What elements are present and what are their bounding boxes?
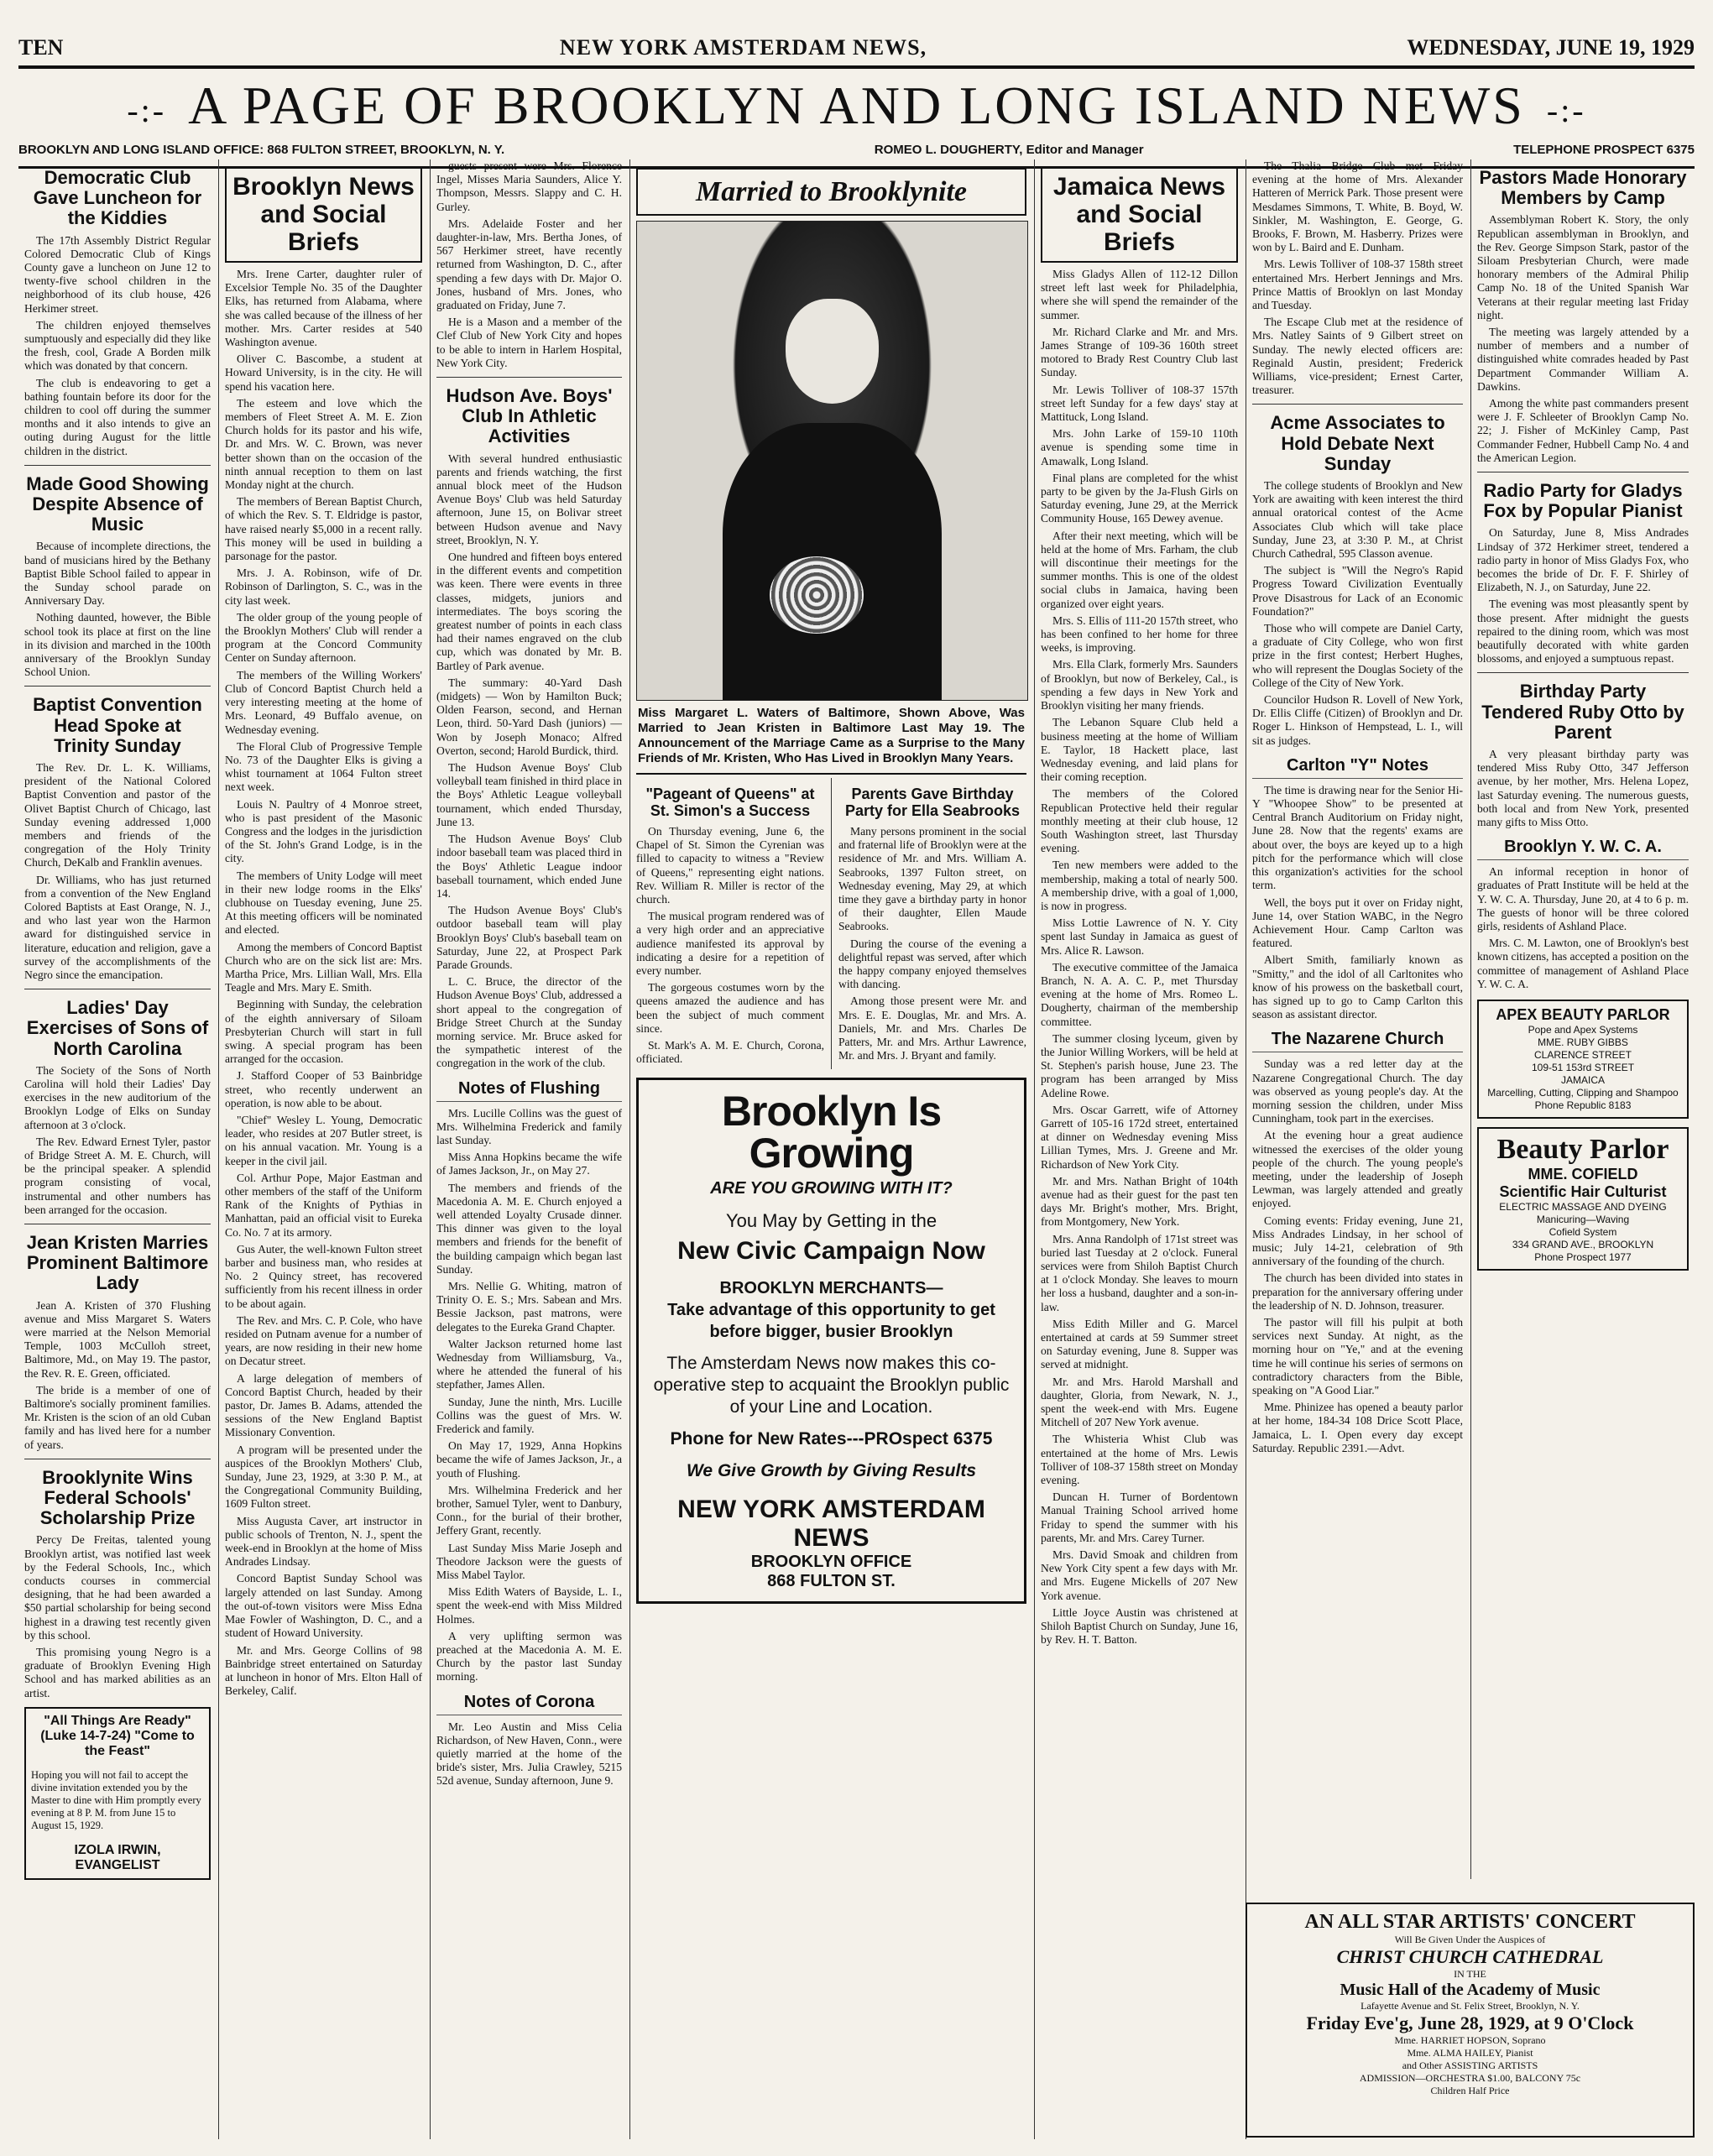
- brief-item: Concord Baptist Sunday School was largely attended on last Sunday. Among the out-of-town visitors were Miss Edna Mae Fowler of Washington, D. C., and a student of Howard University.: [225, 1572, 422, 1640]
- article-paragraph: The college students of Brooklyn and New York are awaiting with keen interest the third annual oratorical contest of the Acme Associates Club which will take place Sunday, June 23, at 3:30 P. M., at Christ Church Cathedral, 595 Classon avenue.: [1252, 479, 1463, 561]
- office-address: BROOKLYN AND LONG ISLAND OFFICE: 868 FULTON STREET, BROOKLYN, N. Y.: [18, 143, 505, 157]
- article-paragraph: The subject is "Will the Negro's Rapid Progress Toward Civilization Eventually Prove Disastrous for Lack of an Economic Foundation?": [1252, 564, 1463, 618]
- brief-item: The Lebanon Square Club held a business meeting at the home of William E. Taylor, 18 Hackett place, last Wednesday evening, and laid plans for their coming reception.: [1041, 716, 1238, 784]
- ad-campaign: New Civic Campaign Now: [677, 1237, 985, 1266]
- brief-item: The Whisteria Whist Club was entertained at the home of Mrs. Lewis Tolliver of 108-37 158th street on Monday evening.: [1041, 1433, 1238, 1487]
- article-paragraph: Because of incomplete directions, the band of musicians hired by the Bethany Baptist Bible School failed to appear in the Sunday school parade on Anniversary Day.: [24, 540, 211, 608]
- revival-notice: [24, 1707, 211, 1880]
- column-5: [1034, 159, 1244, 2139]
- article-paragraph: Those who will compete are Daniel Carty, a graduate of City College, who won first prize in the first contest; Herbert Hughes, who will represent the Douglas Society of the College of the City of New York.: [1252, 622, 1463, 689]
- concert-auspices: Will Be Given Under the Auspices of: [1394, 1934, 1546, 1945]
- brief-item: The Thalia Bridge Club met Friday evening at the home of Mrs. Alexander Hatteren of Merrick Park. Those present were Mesdames Simmons, T. White, B. Boyd, W. Sinkler, M. Washington, E. George, G. Brooks, F. Brown, M. Hasberry. Prizes were won by L. Baird and E. Dunham.: [1252, 159, 1463, 254]
- article-paragraph: The Hudson Avenue Boys' Club's outdoor baseball team will play Brooklyn Boys' Club's baseball team on Saturday, June 22, at Prospect Park Parade Grounds.: [436, 904, 622, 971]
- column-7: [1470, 159, 1695, 1879]
- ad-office-address: 868 FULTON ST.: [767, 1572, 896, 1591]
- brief-item: He is a Mason and a member of the Clef Club of New York City and hopes to be able to intern in Harlem Hospital, New York City.: [436, 316, 622, 369]
- brief-item: Mrs. Nellie G. Whiting, matron of Trinity O. E. S.; Mrs. Sabean and Mrs. Bessie Jackson, past matrons, were delegates to the Eureka Grand Chapter.: [436, 1279, 622, 1334]
- ad-merchants: BROOKLYN MERCHANTS— Take advantage of this opportunity to get before bigger, busier Brooklyn: [667, 1279, 995, 1342]
- apex-ad-title: APEX BEAUTY PARLOR: [1496, 1006, 1670, 1024]
- brief-item: The members and friends of the Macedonia A. M. E. Church enjoyed a well attended Loyalty Crusade dinner. This dinner was given to the loyal members and friends for the benefit of the building campaign which began last Sunday.: [436, 1181, 622, 1276]
- apex-beauty-ad: [1477, 1000, 1689, 1119]
- brief-item: Among the members of Concord Baptist Church who are on the sick list are: Mrs. Martha Price, Mrs. Lillian Wall, Mrs. Ella Teagle and Mrs. Mary E. Smith.: [225, 940, 422, 994]
- brief-item: Mrs. Irene Carter, daughter ruler of Excelsior Temple No. 35 of the Daughter Elks, has returned from Alabama, where she was called because of the illness of her mother. Mrs. Carter resides at 540 Washington avenue.: [225, 268, 422, 349]
- headline-democratic-club: Democratic Club Gave Luncheon for the Kiddies: [33, 167, 202, 229]
- brief-item: Mrs. S. Ellis of 111-20 157th street, who has been confined to her home for three weeks, is improving.: [1041, 613, 1239, 655]
- brief-item: Last Sunday Miss Marie Joseph and Theodore Jackson were the guests of Miss Mabel Taylor.: [436, 1541, 622, 1582]
- brief-item: Mr. Lewis Tolliver of 108-37 157th street left Sunday for a few days' stay at Mattituck, Long Island.: [1041, 383, 1238, 424]
- concert-in-the: IN THE: [1454, 1968, 1486, 1980]
- column-4: [629, 159, 1032, 2139]
- article-paragraph: Albert Smith, familiarly known as "Smitty," and the idol of all Carltonites who know of his prowess on the basketball court, has signed up to go to Camp Carlton this season as assistant director.: [1252, 953, 1463, 1021]
- revival-notice-text: Hoping you will not fail to accept the divine invitation extended you by the Master to dine with Him promptly every evening at 8 P. M. from June 15 to August 15, 1929.: [31, 1769, 201, 1832]
- pageant-article: [636, 778, 824, 1069]
- article-paragraph: Assemblyman Robert K. Story, the only Republican assemblyman in Brooklyn, and the Rev. George Simpson Stark, pastor of the Siloam Presbyterian Church, were made honorary members of the Admiral Philip Camp No. 18 of the United Spanish War Veterans at their regular meeting last Friday night.: [1477, 213, 1689, 321]
- portrait-flowers: [770, 556, 864, 633]
- brief-item: Miss Lottie Lawrence of N. Y. City spent last Sunday in Jamaica as guest of Mrs. Alice R. Lawson.: [1041, 916, 1238, 957]
- paper-name: NEW YORK AMSTERDAM NEWS,: [559, 35, 927, 60]
- article-paragraph: With several hundred enthusiastic parents and friends watching, the first annual block meet of the Hudson Avenue Boys' Club was held Saturday afternoon, June 15, on Bolivar street between Hudson avenue and Navy street, Brooklyn, N. Y.: [436, 452, 622, 546]
- editor-credit: ROMEO L. DOUGHERTY, Editor and Manager: [874, 143, 1144, 157]
- brief-item: Mrs. Lucille Collins was the guest of Mrs. Wilhelmina Frederick and family last Sunday.: [436, 1106, 622, 1146]
- cofield-beauty-ad: [1477, 1127, 1689, 1271]
- brief-item: Miss Edith Waters of Bayside, L. I., spent the week-end with Miss Mildred Holmes.: [436, 1585, 622, 1626]
- article-paragraph: L. C. Bruce, the director of the Hudson Avenue Boys' Club, addressed a short appeal to the congregation of Bridge Street Church at the Sunday morning service. Mr. Bruce asked for the sympathetic interest of the congregation in the work of the club.: [436, 975, 622, 1070]
- article-paragraph: One hundred and fifteen boys entered in the different events and competition was keen. There were events in three classes, midgets, juniors and intermediates. The boys scoring the greatest number of points in each class had their names engraved on the club cup, which was donated by Mr. B. Bartley of Park avenue.: [436, 551, 622, 672]
- masthead-line: [18, 25, 1695, 69]
- brief-item: Mr. Richard Clarke and Mr. and Mrs. James Strange of 109-36 160th street motored to Brady Rest Country Club last Sunday.: [1041, 325, 1238, 379]
- brief-item: Gus Auter, the well-known Fulton street barber and business man, who resides at No. 2 Quincy street, has recovered sufficiently from his recent illness in order to be about again.: [225, 1242, 422, 1310]
- banner-ornament-right: -:-: [1546, 91, 1586, 130]
- concert-church: CHRIST CHURCH CATHEDRAL: [1336, 1946, 1604, 1967]
- article-paragraph: Nothing daunted, however, the Bible school took its place at first on the line in its division and marched in the 100th anniversary of the Brooklyn Sunday School Union.: [24, 611, 211, 679]
- article-paragraph: This promising young Negro is a graduate of Brooklyn Evening High School and has marked abilities as an artist.: [24, 1646, 211, 1699]
- article-paragraph: The Rev. Dr. L. K. Williams, president of the National Colored Baptist Convention and pastor of the Olivet Baptist Church of Chicago, last Sunday evening addressed 1,000 members and friends of the congregation of the Holy Trinity Church, DeKalb and Franklin avenues.: [24, 760, 211, 869]
- column-1: [18, 159, 217, 2139]
- brief-item: Col. Arthur Pope, Major Eastman and other members of the staff of the Uniform Rank of the Knights of Pythias in Manhattan, paid an official visit to Eureka Co. No. 7 at its armory.: [225, 1171, 422, 1239]
- article-paragraph: The Hudson Avenue Boys' Club indoor baseball team was placed third in the Boys' Athletic League indoor baseball tournament, which ended June 14.: [436, 833, 622, 900]
- brief-item: Oliver C. Bascombe, a student at Howard University, is in the city. He will spend his vacation here.: [225, 352, 422, 393]
- portrait-photo: [636, 221, 1028, 701]
- article-paragraph: Percy De Freitas, talented young Brooklyn artist, was notified last week by the Federal Schools, Inc., which conducts courses in commercial designing, that he had been awarded a $50 partial scholarship for being second highest in a drawing test recently given by this school.: [24, 1533, 211, 1642]
- brief-item: Mrs. John Larke of 159-10 110th avenue is spending some time in Amawalk, Long Island.: [1041, 427, 1238, 467]
- ad-office-title: BROOKLYN OFFICE: [750, 1553, 912, 1572]
- article-paragraph: Councilor Hudson R. Lovell of New York, Dr. Ellis Cliffe (Citizen) of Brooklyn and Dr. Roger L. Hinkson of Hempstead, L. I., will sit as judges.: [1252, 693, 1463, 747]
- brief-item: J. Stafford Cooper of 53 Bainbridge street, who recently underwent an operation, is now able to be about.: [225, 1069, 422, 1109]
- headline-pastors-honorary: Pastors Made Honorary Members by Camp: [1479, 167, 1687, 209]
- apex-ad-lines: Pope and Apex Systems MME. RUBY GIBBS CLARENCE STREET 109-51 153rd STREET JAMAICA Marcelling, Cutting, Clipping and Shampoo Phone Republic 8183: [1487, 1024, 1679, 1112]
- brief-item: The members of the Willing Workers' Club of Concord Baptist Church held a very interesting meeting at the home of Mrs. Leonard, 49 Buffalo avenue, on Wednesday evening.: [225, 668, 422, 736]
- headline-acme-associates: Acme Associates to Hold Debate Next Sunday: [1270, 412, 1445, 474]
- article-paragraph: On Saturday, June 8, Miss Andrades Lindsay of 372 Herkimer street, tendered a radio party in honor of Miss Gladys Fox, who becomes the bride of Dr. F. F. Shirley of Elizabeth, N. J., on Saturday, June 22.: [1477, 526, 1689, 594]
- headline-married-to-brooklynite: Married to Brooklynite: [636, 168, 1026, 216]
- brief-item: "Chief" Wesley L. Young, Democratic leader, who resides at 207 Butler street, is on his annual vacation. Mr. Young is a keeper in the civil jail.: [225, 1113, 422, 1167]
- headline-baptist-convention: Baptist Convention Head Spoke at Trinity Sunday: [33, 694, 202, 756]
- article-paragraph: Among those present were Mr. and Mrs. E. E. Douglas, Mr. and Mrs. A. Daniels, Mr. and Mrs. Charles De Patters, Mr. and Mrs. Arthur Lawrence, Mr. and Mrs. J. Bryant and family.: [838, 994, 1026, 1062]
- article-paragraph: Many persons prominent in the social and fraternal life of Brooklyn were at the residence of Mr. and Mrs. William A. Seabrooks, 1397 Fulton street, on Wednesday evening, May 29, at which time they gave a birthday party in honor of their daughter, Ellen Maude Seabrooks.: [838, 824, 1026, 933]
- divider: [1477, 672, 1689, 673]
- article-paragraph: Mrs. C. M. Lawton, one of Brooklyn's best known citizens, has accepted a position on the committee of management of Ashland Place Y. W. C. A.: [1477, 937, 1689, 990]
- brief-item: Mrs. Lewis Tolliver of 108-37 158th street entertained Mrs. Herbert Jennings and Mrs. Prince Mattis of Brooklyn on last Monday and Tuesday.: [1252, 258, 1463, 312]
- headline-pageant-of-queens: "Pageant of Queens" at St. Simon's a Success: [645, 786, 815, 820]
- headline-jamaica-briefs: Jamaica News and Social Briefs: [1041, 166, 1238, 263]
- brief-item: Little Joyce Austin was christened at Shiloh Baptist Church on Sunday, June 16, by Rev. H. T. Batton.: [1041, 1605, 1238, 1647]
- brief-item: A very uplifting sermon was preached at the Macedonia A. M. E. Church by the pastor last Sunday morning.: [436, 1629, 622, 1684]
- article-paragraph: Sunday was a red letter day at the Nazarene Congregational Church. The day was observed as young people's day. At the morning session the children, under Miss Cunningham, took part in the exercises.: [1252, 1057, 1463, 1125]
- article-paragraph: The children enjoyed themselves sumptuously and especially did they like the fresh, cool, Grade A Borden milk which was donated by that concern.: [24, 318, 211, 373]
- brief-item: Mrs. J. A. Robinson, wife of Dr. Robinson of Darlington, S. C., was in the city last week.: [225, 566, 422, 607]
- article-paragraph: The church has been divided into states in preparation for the anniversary offering under the leadership of N. D. Johnson, treasurer.: [1252, 1271, 1463, 1312]
- brief-item: Mr. Leo Austin and Miss Celia Richardson, of New Haven, Conn., were quietly married at the home of the bride's sister, Mrs. Julia Crawley, 5215 52d avenue, Sunday afternoon, June 9.: [436, 1720, 622, 1788]
- headline-nazarene-church: The Nazarene Church: [1252, 1030, 1463, 1052]
- brief-item: The esteem and love which the members of Fleet Street A. M. E. Zion Church holds for its pastor and his wife, Dr. and Mrs. W. C. Brown, was never better shown than on the occasion of the ninth annual reception to them on last Monday night at the church.: [225, 396, 422, 492]
- page-banner: [18, 69, 1695, 143]
- article-paragraph: The 17th Assembly District Regular Colored Democratic Club of Kings County gave a luncheon on June 12 to twenty-five school children in the neighborhood of its club house, 426 Herkimer street.: [24, 233, 211, 315]
- brief-item: Final plans are completed for the whist party to be given by the Ja-Flush Girls on Saturday evening, June 29, at the Merrick Community House, 165 Dewey avenue.: [1041, 471, 1238, 525]
- article-paragraph: The evening was most pleasantly spent by those present. After midnight the guests repaired to the dining room, which was most beautifully decorated with white garden blossoms, and enjoyed a sumptuous repast.: [1477, 598, 1689, 666]
- headline-notes-of-corona: Notes of Corona: [436, 1693, 622, 1715]
- birthday-article: [831, 778, 1026, 1069]
- headline-radio-party: Radio Party for Gladys Fox by Popular Pianist: [1483, 480, 1683, 522]
- article-paragraph: Well, the boys put it over on Friday night, June 14, over Station WABC, in the Negro Achievement Hour. Camp Carlton was featured.: [1252, 895, 1463, 950]
- brief-item: Walter Jackson returned home last Wednesday from Williamsburg, Va., where he attended the funeral of his stepfather, James Allen.: [436, 1337, 622, 1391]
- brief-item: The executive committee of the Jamaica Branch, N. A. A. C. P., met Thursday evening at the home of Mrs. Romeo L. Dougherty, chairman of the membership committee.: [1041, 960, 1238, 1028]
- brief-item: The older group of the young people of the Brooklyn Mothers' Club will render a program at the Concord Community Center on Sunday afternoon.: [225, 610, 422, 665]
- brief-item: A large delegation of members of Concord Baptist Church, headed by their pastor, Dr. James B. Adams, attended the sessions of the New England Baptist Missionary Convention.: [225, 1371, 422, 1439]
- concert-venue-address: Lafayette Avenue and St. Felix Street, Brooklyn, N. Y.: [1360, 2000, 1580, 2012]
- article-paragraph: The summary: 40-Yard Dash (midgets) — Won by Hamilton Buck; Olden Fearson, second, and Hernan Leon, third. 50-Yard Dash (juniors) — Won by Joseph Monaco; Alfred Overton, second; Harold Burdick, third.: [436, 676, 622, 757]
- divider: [1252, 404, 1463, 405]
- headline-notes-of-flushing: Notes of Flushing: [436, 1079, 622, 1102]
- article-paragraph: A very pleasant birthday party was tendered Miss Ruby Otto, 347 Jefferson avenue, by her mother, Mrs. Helena Lopez, last Saturday evening. The numerous guests, both local and from New York, presented many gifts to Miss Otto.: [1477, 748, 1689, 829]
- article-paragraph: Dr. Williams, who has just returned from a convention of the New England Colored Baptists at East Orange, N. J., and who last year won the Harmon award for distinguished service in literature, education and religion, gave a survey of the accomplishments of the Negro since the emancipation.: [24, 873, 211, 982]
- banner-title: A PAGE OF BROOKLYN AND LONG ISLAND NEWS: [188, 76, 1525, 135]
- article-paragraph: The bride is a member of one of Baltimore's socially prominent families. Mr. Kristen is the scion of an old Cuban family and has lived here for a number of years.: [24, 1383, 211, 1451]
- article-paragraph: The Hudson Avenue Boys' Club volleyball team finished in third place in the Boys' Athletic League volleyball tournament, which ended Thursday, June 13.: [436, 761, 622, 828]
- brief-item: Mrs. Adelaide Foster and her daughter-in-law, Mrs. Bertha Jones, of 567 Herkimer street, have recently returned from Washington, D. C., after spending a few days with Dr. Major O. Jones, husband of Mrs. Jones, who graduated on Friday, June 7.: [436, 217, 622, 312]
- article-paragraph: The time is drawing near for the Senior Hi-Y "Whoopee Show" to be presented at Central Branch Auditorium on Friday night, June 28. Now that the regents' exams are about over, the boys are keyed up to a high pitch for the performance which will close this organization's activities for the school term.: [1252, 783, 1463, 892]
- ad-footer: NEW YORK AMSTERDAM NEWS: [677, 1496, 985, 1553]
- brief-item: The Rev. and Mrs. C. P. Cole, who have resided on Putnam avenue for a number of years, are now residing in their new home on Decatur street.: [225, 1313, 422, 1368]
- concert-venue: Music Hall of the Academy of Music: [1340, 1981, 1601, 1999]
- article-paragraph: The pastor will fill his pulpit at both services next Sunday. At night, as the morning hour on "Ye," and at the evening time he will continue his series of sermons on contradictory characters from the Bible, speaking on "A Good Liar.": [1252, 1315, 1463, 1396]
- revival-notice-signature: IZOLA IRWIN, EVANGELIST: [74, 1842, 161, 1872]
- column-3: [430, 159, 628, 2139]
- article-paragraph: An informal reception in honor of graduates of Pratt Institute will be held at the Y. W. C. A. Thursday, June 20, at 4 to 6 p. m. The guests of honor will be three colored girls, residents of Ashland Place.: [1477, 865, 1689, 933]
- article-paragraph: The Rev. Edward Ernest Tyler, pastor of Bridge Street A. M. E. Church, will be the principal speaker. A splendid program consisting of vocal, instrumental and other numbers has been arranged for the occasion.: [24, 1135, 211, 1216]
- article-paragraph: During the course of the evening a delightful repast was served, after which the happy company enjoyed themselves with dancing.: [838, 937, 1026, 991]
- brief-item: Duncan H. Turner of Bordentown Manual Training School arrived home Friday to spend the summer with his parents, Mr. and Mrs. Carey Turner.: [1041, 1490, 1238, 1544]
- brief-item: The Floral Club of Progressive Temple No. 73 of the Daughter Elks is giving a whist tournament at 1064 Fulton street next week.: [225, 739, 422, 794]
- brief-item: Beginning with Sunday, the celebration of the eighth anniversary of Siloam Presbyterian Church will start in full swing. A special program has been arranged for the occasion.: [225, 998, 422, 1066]
- brief-item: Louis N. Paultry of 4 Monroe street, who is past president of the Masonic Congress and the lodges in the jurisdiction of the St. John's Grand Lodge, is in the city.: [225, 797, 422, 865]
- ad-title: Brooklyn Is Growing: [721, 1088, 942, 1177]
- divider: [24, 465, 211, 466]
- cofield-ad-title: Beauty Parlor: [1496, 1134, 1669, 1166]
- brief-item: Mrs. David Smoak and children from New York City spent a few days with Mr. and Mrs. Eugene Mickells of 207 New York avenue.: [1041, 1548, 1238, 1602]
- headline-carlton-y-notes: Carlton "Y" Notes: [1252, 756, 1463, 779]
- ad-phone: Phone for New Rates---PROspect 6375: [670, 1429, 993, 1449]
- banner-ornament-left: -:-: [127, 91, 167, 130]
- brief-item: A program will be presented under the auspices of the Brooklyn Mothers' Club, Sunday, June 23, 1929, at 3:30 P. M., at the Congregational Community Building, 1609 Fulton street.: [225, 1443, 422, 1511]
- article-paragraph: The musical program rendered was of a very high order and an appreciative audience manifested its approval by indicating a desire for a repetition of every number.: [636, 910, 824, 978]
- divider: [436, 377, 622, 378]
- article-paragraph: The Society of the Sons of North Carolina will hold their Ladies' Day exercises in the new auditorium of the Brooklyn Lodge of Elks on Sunday afternoon at 3 o'clock.: [24, 1063, 211, 1131]
- brief-item: Mr. and Mrs. Nathan Bright of 104th avenue had as their guest for the past ten days Mr. Bright's mother, Mrs. Bright, from Montgomery, New York.: [1041, 1174, 1238, 1229]
- brief-item: The Escape Club met at the residence of Mrs. Natley Saints of 9 Gilbert street on Sunday. The newly elected officers are: Reginald Austin, president; Frederick Williams, vice-president; Ernest Carter, treasurer.: [1252, 316, 1463, 397]
- brief-item: Miss Edith Miller and G. Marcel entertained at cards at 59 Summer street on Saturday evening, June 8. Supper was served at midnight.: [1041, 1317, 1238, 1371]
- page-number: TEN: [18, 35, 64, 60]
- cofield-ad-owner: MME. COFIELD: [1528, 1166, 1638, 1183]
- article-paragraph: Mme. Phinizee has opened a beauty parlor at her home, 184-34 108 Drice Scott Place, Jamaica, L. I. Open every day except Saturday. Republic 2391.—Advt.: [1252, 1401, 1463, 1454]
- headline-birthday-party: Parents Gave Birthday Party for Ella Seabrooks: [844, 786, 1021, 820]
- portrait-face: [786, 299, 880, 404]
- brief-item: Sunday, June the ninth, Mrs. Lucille Collins was the guest of Mrs. W. Frederick and family.: [436, 1395, 622, 1436]
- brief-item: Ten new members were added to the membership, making a total of nearly 500. A membership drive, with a goal of 1,000, is now in progress.: [1041, 859, 1238, 912]
- article-paragraph: The club is endeavoring to get a bathing fountain before its door for the children to cool off during the summer months and it also intends to give an outing during August for the little children in the district.: [24, 376, 211, 457]
- article-paragraph: At the evening hour a great audience witnessed the exercises of the older young people of the church. The young people's meeting, under the leadership of Joseph Lewman, was largely attended and greatly enjoyed.: [1252, 1129, 1463, 1210]
- brief-item: Mrs. Anna Randolph of 171st street was buried last Tuesday at 2 o'clock. Funeral services were from Shiloh Baptist Church at 1 o'clock Monday. She leaves to mourn her loss a husband, daughter and a son-in-law.: [1041, 1232, 1238, 1313]
- issue-date: WEDNESDAY, JUNE 19, 1929: [1407, 35, 1695, 60]
- headline-ladies-day: Ladies' Day Exercises of Sons of North Carolina: [26, 997, 209, 1059]
- ad-pitch: The Amsterdam News now makes this co-operative step to acquaint the Brooklyn public of your Line and Location.: [653, 1354, 1010, 1417]
- brief-item: The members of the Colored Republican Protective held their regular monthly meeting at their club house, 12 South Washington street, last Thursday evening.: [1041, 787, 1238, 855]
- ad-slogan: We Give Growth by Giving Results: [686, 1461, 976, 1481]
- concert-title: AN ALL STAR ARTISTS' CONCERT: [1304, 1911, 1636, 1933]
- brief-item: Miss Anna Hopkins became the wife of James Jackson, Jr., on May 27.: [436, 1151, 622, 1177]
- article-paragraph: The meeting was largely attended by a number of members and a number of distinguished white comrades headed by Past Department Commander William A. Dawkins.: [1477, 326, 1689, 393]
- brief-item: Miss Augusta Caver, art instructor in public schools of Trenton, N. J., spent the week-end in Brooklyn at the home of Miss Andrades Lindsay.: [225, 1514, 422, 1569]
- telephone-number: TELEPHONE PROSPECT 6375: [1513, 143, 1695, 157]
- brief-item: Mrs. Ella Clark, formerly Mrs. Saunders of Brooklyn, but now of Berkeley, Cal., is spending a few days in New York and Brooklyn visiting her many friends.: [1041, 658, 1238, 713]
- cofield-ad-line: Scientific Hair Culturist: [1499, 1183, 1667, 1201]
- brief-item: On May 17, 1929, Anna Hopkins became the wife of James Jackson, Jr., a youth of Flushing.: [436, 1439, 622, 1480]
- brief-item: Mr. and Mrs. Harold Marshall and daughter, Gloria, from Newark, N. J., spent the week-end with Mrs. Eugene Mitchell of 207 New York avenue.: [1041, 1375, 1238, 1429]
- revival-notice-title: "All Things Are Ready" (Luke 14-7-24) "Come to the Feast": [40, 1713, 195, 1758]
- article-paragraph: On Thursday evening, June 6, the Chapel of St. Simon the Cyrenian was filled to capacity to witness a "Review of Queens," representing eight nations. Rev. William R. Miller is rector of the church.: [636, 824, 824, 906]
- article-paragraph: Coming events: Friday evening, June 21, Miss Andrades Lindsay, in her school of music; July 14-21, celebration of 9th anniversary of the founding of the church.: [1252, 1214, 1463, 1268]
- headline-birthday-ruby-otto: Birthday Party Tendered Ruby Otto by Parent: [1481, 681, 1684, 743]
- brief-item: Mrs. Wilhelmina Frederick and her brother, Samuel Tyler, went to Danbury, Conn., for the burial of their brother, Jeffery Grant, recently.: [436, 1483, 622, 1537]
- brooklyn-growing-ad: [636, 1078, 1026, 1604]
- article-paragraph: The gorgeous costumes worn by the queens amazed the audience and has been the subject of much comment since.: [636, 981, 824, 1035]
- article-paragraph: St. Mark's A. M. E. Church, Corona, officiated.: [636, 1039, 824, 1066]
- cofield-ad-detail: ELECTRIC MASSAGE AND DYEING Manicuring—Waving Cofield System 334 GRAND AVE., BROOKLYN Phone Prospect 1977: [1499, 1201, 1667, 1264]
- photo-caption: Miss Margaret L. Waters of Baltimore, Shown Above, Was Married to Jean Kristen in Baltimore Last May 19. The Announcement of the Marriage Came as a Surprise to the Many Friends of Mr. Kristen, Who Has Lived in Brooklyn Many Years.: [638, 706, 1025, 766]
- headline-scholarship-prize: Brooklynite Wins Federal Schools' Scholarship Prize: [39, 1466, 196, 1529]
- brief-item: Miss Gladys Allen of 112-12 Dillon street left last week for Philadelphia, where she will spend the remainder of the summer.: [1041, 268, 1238, 321]
- headline-made-good-showing: Made Good Showing Despite Absence of Music: [26, 472, 209, 535]
- headline-hudson-boys-club: Hudson Ave. Boys' Club In Athletic Activities: [446, 385, 613, 447]
- brief-item: Mrs. Oscar Garrett, wife of Attorney Garrett of 105-16 172d street, entertained at dinner on Wednesday evening Miss Lillian Tymes, Mrs. J. Greene and Mr. Richardson of New York City.: [1041, 1103, 1238, 1171]
- headline-brooklyn-ywca: Brooklyn Y. W. C. A.: [1477, 838, 1689, 860]
- brief-item: The members of Unity Lodge will meet in their new lodge rooms in the Elks' clubhouse on Tuesday evening, June 25. At this meeting officers will be nominated and elected.: [225, 869, 422, 937]
- column-2: [218, 159, 428, 2139]
- ad-line: You May by Getting in the: [725, 1210, 937, 1232]
- concert-date: Friday Eve'g, June 28, 1929, at 9 O'Clock: [1306, 2012, 1634, 2033]
- brief-item: After their next meeting, which will be held at the home of Mrs. Farham, the club will discontinue their meetings for the summer months. This is one of the oldest social clubs in Jamaica, having been organized over eight years.: [1041, 529, 1238, 610]
- brief-item: guests present were Mrs. Florence Ingel, Misses Maria Saunders, Alice Y. Thompson, Messrs. Slappy and C. H. Gurley.: [436, 159, 622, 213]
- brief-item: The members of Berean Baptist Church, of which the Rev. S. T. Eldridge is pastor, have raised nearly $5,000 in a recent rally. This money will be used in building a parsonage for the pastor.: [225, 495, 422, 563]
- center-articles: [636, 773, 1026, 1069]
- article-paragraph: Jean A. Kristen of 370 Flushing avenue and Miss Margaret S. Waters were married at the Nelson Memorial Temple, 1003 McCulloh street, Baltimore, Md., on May 19. The pastor, the Rev. R. E. Green, officiated.: [24, 1298, 211, 1380]
- concert-details: Mme. HARRIET HOPSON, Soprano Mme. ALMA HAILEY, Pianist and Other ASSISTING ARTISTS ADMISSION—ORCHESTRA $1.00, BALCONY 75c Children Half Price: [1359, 2034, 1581, 2096]
- headline-brooklyn-briefs: Brooklyn News and Social Briefs: [225, 166, 422, 263]
- brief-item: The summer closing lyceum, given by the Junior Willing Workers, will be held at St. Stephen's parish house, June 23. The program has been arranged by Miss Adeline Rowe.: [1041, 1031, 1238, 1099]
- brief-item: Mr. and Mrs. George Collins of 98 Bainbridge street entertained on Saturday at luncheon in honor of Mrs. Elton Hall of Berkeley, Calif.: [225, 1643, 422, 1698]
- headline-kristen-marries: Jean Kristen Marries Prominent Baltimore Lady: [26, 1232, 209, 1294]
- article-paragraph: Among the white past commanders present were J. F. Schleeter of Brooklyn Camp No. 22; J. Fisher of McKinley Camp, Past Commander Fedner, Hubbell Camp No. 4 and the American Legion.: [1477, 397, 1689, 464]
- concert-ad: [1246, 1903, 1695, 2138]
- column-6: [1246, 159, 1469, 2139]
- ad-question: ARE YOU GROWING WITH IT?: [710, 1179, 953, 1198]
